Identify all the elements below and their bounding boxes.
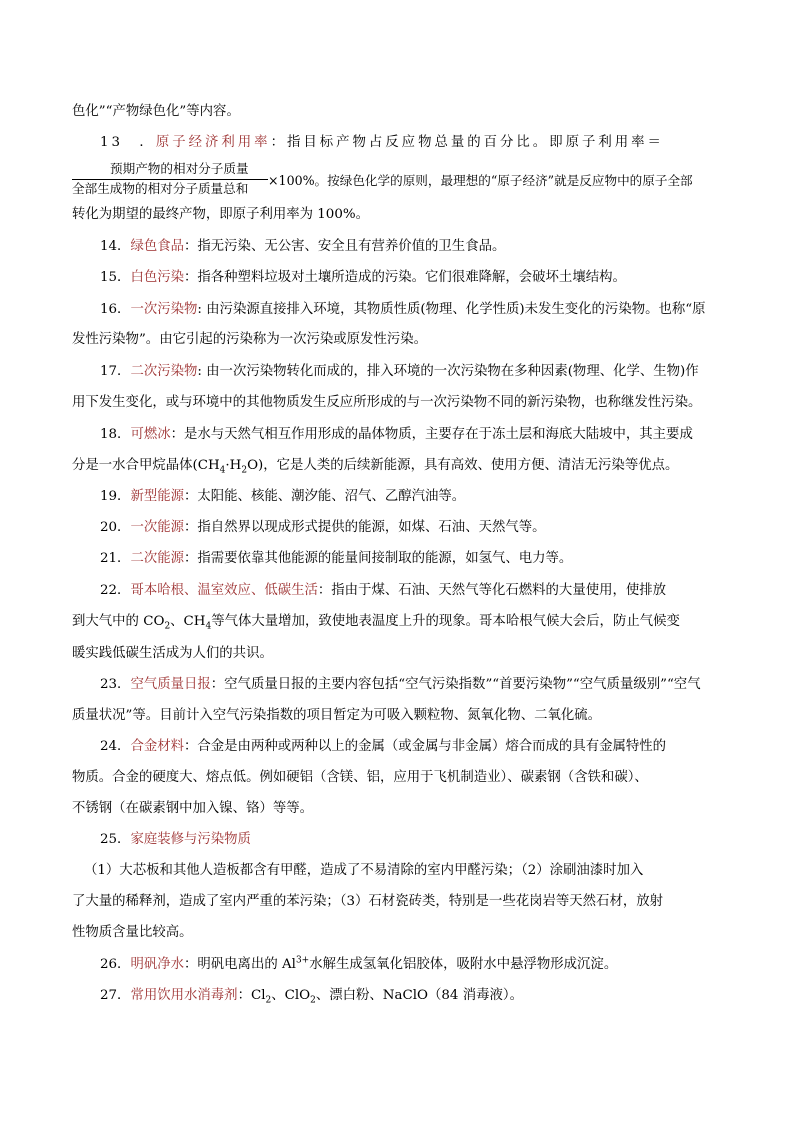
item-term: 空气质量日报 [130, 677, 211, 692]
item-number: 13 ． [100, 135, 156, 150]
item-25-line-1 [84, 862, 643, 880]
item-text: : 由污染源直接排入环境，其物质性质(物理、化学性质)未发生变化的污染物。也称“原 [197, 302, 706, 317]
item-text: ：明矾电离出的 Al [184, 957, 296, 972]
item-text: ：太阳能、核能、潮汐能、沼气、乙醇汽油等。 [184, 489, 466, 504]
item-27 [100, 987, 523, 1005]
item-text: 质量状况”等。目前计入空气污染指数的项目暂定为可吸入颗粒物、氮氧化物、二氧化硫。 [72, 708, 602, 723]
item-text: 水解生成氢氧化铝胶体，吸附水中悬浮物形成沉淀。 [309, 957, 618, 972]
item-term: 一次污染物 [130, 302, 198, 317]
item-number: 19． [100, 489, 131, 504]
subscript: 2 [241, 465, 248, 476]
item-text: ：指各种塑料垃圾对土壤所造成的污染。它们很难降解，会破坏土壤结构。 [184, 270, 626, 285]
item-text: ：Cl [237, 988, 266, 1003]
item-text: 等气体大量增加，致使地表温度上升的现象。哥本哈根气候大会后，防止气候变 [211, 614, 680, 629]
item-text: 性物质含量比较高。 [72, 925, 193, 940]
item-text: 暖实践低碳生活成为人们的共识。 [72, 646, 273, 661]
item-text: 转化为期望的最终产物，即原子利用率为 100%。 [72, 207, 369, 222]
item-number: 18． [100, 427, 131, 442]
item-text: 物质。合金的硬度大、熔点低。例如硬铝（含镁、铝，应用于飞机制造业）、碳素钢（含铁和碳）、 [72, 770, 648, 785]
item-text: O)，它是人类的后续新能源，具有高效、使用方便、清洁无污染等优点。 [247, 458, 679, 473]
item-term: 哥本哈根、温室效应、低碳生活 [130, 583, 318, 598]
item-number: 21． [100, 551, 131, 566]
item-22-line-3 [72, 645, 273, 663]
item-24-line-3 [72, 800, 313, 818]
item-text: ：指自然界以现成形式提供的能源，如煤、石油、天然气等。 [184, 520, 546, 535]
item-term: 家庭装修与污染物质 [130, 832, 251, 847]
item-term: 明矾净水 [130, 957, 184, 972]
item-term: 可燃冰 [130, 427, 171, 442]
item-text: ：空气质量日报的主要内容包括“空气污染指数”“首要污染物”“空气质量级别”“空气 [210, 677, 701, 692]
item-25-line-3 [72, 924, 193, 942]
item-term: 二次能源 [130, 551, 184, 566]
item-20 [100, 519, 546, 537]
item-21 [100, 550, 572, 568]
item-number: 27． [100, 988, 131, 1003]
fraction-numerator: 预期产物的相对分子质量 [110, 161, 249, 176]
item-text: : 由一次污染物转化而成的，排入环境的一次污染物在多种因素(物理、化学、生物)作 [197, 364, 699, 379]
item-number: 14． [100, 239, 131, 254]
item-number: 26． [100, 957, 131, 972]
item-text: ：指需要依靠其他能源的能量间接制取的能源，如氢气、电力等。 [184, 551, 573, 566]
item-number: 20． [100, 520, 131, 535]
item-18-line-1 [100, 426, 693, 444]
subscript: 2 [164, 621, 171, 632]
item-24-line-1 [100, 738, 666, 756]
item-text: 用下发生变化，或与环境中的其他物质发生反应所形成的与一次污染物不同的新污染物，也称继发性污染。 [72, 395, 702, 410]
item-term: 常用饮用水消毒剂 [130, 988, 238, 1003]
item-number: 23． [100, 677, 131, 692]
item-18-line-2 [72, 457, 678, 475]
item-text: 分是一水合甲烷晶体(CH [72, 458, 220, 473]
subscript: 4 [219, 465, 226, 476]
item-term: 合金材料 [130, 739, 184, 754]
item-number: 16． [100, 302, 131, 317]
item-term: 新型能源 [130, 489, 184, 504]
item-text: ：指目标产物占反应物总量的百分比。即原子利用率＝ [270, 135, 664, 150]
superscript: 3+ [295, 955, 310, 966]
item-text: 不锈钢（在碳素钢中加入镍、铬）等等。 [72, 801, 314, 816]
subscript: 2 [265, 995, 272, 1006]
item-number: 25． [100, 832, 131, 847]
item-13-line-1 [100, 134, 664, 152]
item-number: 22． [100, 583, 131, 598]
item-19 [100, 488, 465, 506]
item-23-line-2 [72, 707, 601, 725]
item-text: 、CH [170, 614, 206, 629]
item-16-line-1 [100, 301, 706, 319]
item-term: 绿色食品 [130, 239, 184, 254]
item-term: 二次污染物 [130, 364, 198, 379]
item-text: 发性污染物”。由它引起的污染称为一次污染或原发性污染。 [72, 332, 427, 347]
item-text: ：是水与天然气相互作用形成的晶体物质，主要存在于冻土层和海底大陆坡中，其主要成 [170, 427, 693, 442]
subscript: 2 [310, 995, 316, 1006]
paragraph-continuation [72, 103, 240, 121]
item-16-line-2 [72, 331, 427, 349]
item-text: ×100%。按绿色化学的原则，最理想的“原子经济”就是反应物中的原子全部 [268, 173, 693, 188]
item-13-line-2 [268, 172, 693, 190]
item-17-line-2 [72, 394, 701, 412]
subscript: 4 [205, 621, 212, 632]
item-text: ：指无污染、无公害、安全且有营养价值的卫生食品。 [184, 239, 506, 254]
item-text: ：合金是由两种或两种以上的金属（或金属与非金属）熔合而成的具有金属特性的 [184, 739, 667, 754]
item-number: 15． [100, 270, 131, 285]
item-term: 白色污染 [130, 270, 184, 285]
item-14 [100, 238, 505, 256]
item-15 [100, 269, 626, 287]
item-number: 24． [100, 739, 131, 754]
item-26 [100, 956, 617, 974]
item-term: 一次能源 [130, 520, 184, 535]
item-text: 了大量的稀释剂，造成了室内严重的苯污染；（3）石材瓷砖类，特别是一些花岗岩等天然石材，放射 [72, 894, 664, 909]
item-22-line-2 [72, 613, 680, 631]
item-text: ·H [225, 458, 242, 473]
item-22-line-1 [100, 582, 666, 600]
item-17-line-1 [100, 363, 699, 381]
item-number: 17． [100, 364, 131, 379]
item-23-line-1 [100, 676, 701, 694]
item-13-line-3 [72, 206, 369, 224]
item-25-heading [100, 831, 251, 849]
text: 色化”“产物绿色化”等内容。 [72, 104, 240, 119]
item-term: 原子经济利用率 [155, 135, 271, 150]
item-24-line-2 [72, 769, 648, 787]
item-25-line-2 [72, 893, 663, 911]
item-text: （1）大芯板和其他人造板都含有甲醛，造成了不易清除的室内甲醛污染；（2）涂刷油漆时加入 [84, 863, 644, 878]
item-text: 、ClO [271, 988, 311, 1003]
item-text: 到大气中的 CO [72, 614, 165, 629]
fraction-denominator: 全部生成物的相对分子质量总和 [72, 181, 249, 196]
item-text: ：指由于煤、石油、天然气等化石燃料的大量使用，使排放 [317, 583, 667, 598]
item-text: 、漂白粉、NaClO（84 消毒液）。 [315, 988, 523, 1003]
